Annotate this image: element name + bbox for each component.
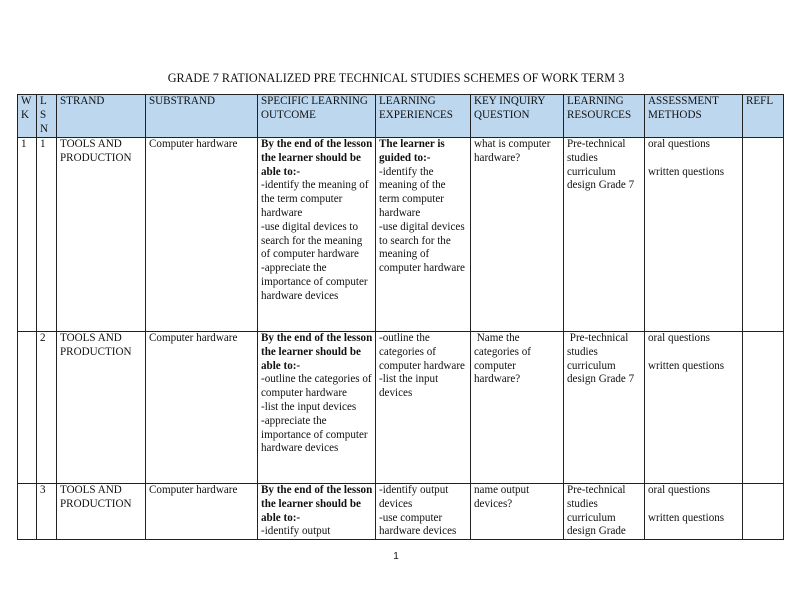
experience-item: -use digital devices to search for the meaning of computer hardware xyxy=(379,220,465,275)
cell-learning-experiences xyxy=(376,332,471,484)
cell-specific-learning-outcome xyxy=(258,484,376,540)
experience-item: -list the input devices xyxy=(379,373,439,400)
outcome-item: -outline the categories of computer hardware xyxy=(261,373,372,400)
cell-key-inquiry-question: what is computer hardware? xyxy=(471,138,564,332)
assessment-item: written questions xyxy=(648,511,725,524)
cell-strand: TOOLS AND PRODUCTION xyxy=(57,484,146,540)
outcome-item: -appreciate the importance of computer hardware devices xyxy=(261,262,368,302)
header-learning-experiences: LEARNING EXPERIENCES xyxy=(376,95,471,138)
cell-week xyxy=(18,484,37,540)
outcome-lead: By the end of the lesson the learner should be able to:- xyxy=(261,332,373,372)
table-header-row xyxy=(18,95,784,138)
cell-key-inquiry-question: Name the categories of computer hardware? xyxy=(471,332,564,484)
header-specific-learning-outcome: SPECIFIC LEARNING OUTCOME xyxy=(258,95,376,138)
cell-specific-learning-outcome xyxy=(258,138,376,332)
experience-item: -identify the meaning of the term computer hardware xyxy=(379,165,446,219)
assessment-item: written questions xyxy=(648,165,725,178)
cell-learning-resources: Pre-technical studies curriculum design Grade xyxy=(564,484,645,540)
table-row xyxy=(18,484,784,540)
cell-learning-resources: Pre-technical studies curriculum design Grade 7 xyxy=(564,332,645,484)
page-title: GRADE 7 RATIONALIZED PRE TECHNICAL STUDIES SCHEMES OF WORK TERM 3 xyxy=(167,71,625,85)
assessment-item: oral questions xyxy=(648,138,710,150)
cell-assessment-methods xyxy=(645,138,743,332)
experience-item: -use computer hardware devices xyxy=(379,511,457,538)
outcome-lead: By the end of the lesson the learner should be able to:- xyxy=(261,138,373,178)
outcome-item: -use digital devices to search for the meaning of computer hardware xyxy=(261,220,363,261)
experiences-lead: The learner is guided to:- xyxy=(379,138,445,164)
table-row xyxy=(18,138,784,332)
cell-substrand: Computer hardware xyxy=(146,332,258,484)
header-strand: STRAND xyxy=(57,95,146,138)
cell-assessment-methods xyxy=(645,332,743,484)
cell-week: 1 xyxy=(18,138,37,332)
header-substrand: SUBSTRAND xyxy=(146,95,258,138)
outcome-item: -identify output xyxy=(261,525,331,538)
header-assessment-methods: ASSESSMENT METHODS xyxy=(645,95,743,138)
assessment-item: oral questions xyxy=(648,332,710,344)
cell-learning-experiences xyxy=(376,484,471,540)
cell-learning-resources: Pre-technical studies curriculum design Grade 7 xyxy=(564,138,645,332)
outcome-item: -identify the meaning of the term computer hardware xyxy=(261,179,369,219)
cell-reflection xyxy=(743,484,784,540)
header-learning-resources: LEARNING RESOURCES xyxy=(564,95,645,138)
experience-item: -identify output devices xyxy=(379,484,449,510)
page-number: 1 xyxy=(393,551,399,562)
cell-lesson: 3 xyxy=(37,484,57,540)
schemes-of-work-table xyxy=(17,94,784,540)
assessment-item: written questions xyxy=(648,359,725,372)
outcome-item: -appreciate the importance of computer hardware devices xyxy=(261,414,368,455)
cell-assessment-methods xyxy=(645,484,743,540)
header-reflection: REFL xyxy=(743,95,784,138)
cell-lesson: 2 xyxy=(37,332,57,484)
experience-item: -outline the categories of computer hardware xyxy=(379,332,465,372)
cell-substrand: Computer hardware xyxy=(146,138,258,332)
assessment-item: oral questions xyxy=(648,484,710,496)
table-row xyxy=(18,332,784,484)
outcome-lead: By the end of the lesson the learner should be able to:- xyxy=(261,484,373,524)
outcome-item: -list the input devices xyxy=(261,400,357,413)
cell-strand: TOOLS AND PRODUCTION xyxy=(57,138,146,332)
cell-reflection xyxy=(743,138,784,332)
header-lesson: L S N xyxy=(37,95,57,138)
cell-specific-learning-outcome xyxy=(258,332,376,484)
cell-key-inquiry-question: name output devices? xyxy=(471,484,564,540)
cell-week xyxy=(18,332,37,484)
header-week: W K xyxy=(18,95,37,138)
cell-reflection xyxy=(743,332,784,484)
cell-strand: TOOLS AND PRODUCTION xyxy=(57,332,146,484)
cell-learning-experiences xyxy=(376,138,471,332)
cell-substrand: Computer hardware xyxy=(146,484,258,540)
header-key-inquiry-question: KEY INQUIRY QUESTION xyxy=(471,95,564,138)
cell-lesson: 1 xyxy=(37,138,57,332)
